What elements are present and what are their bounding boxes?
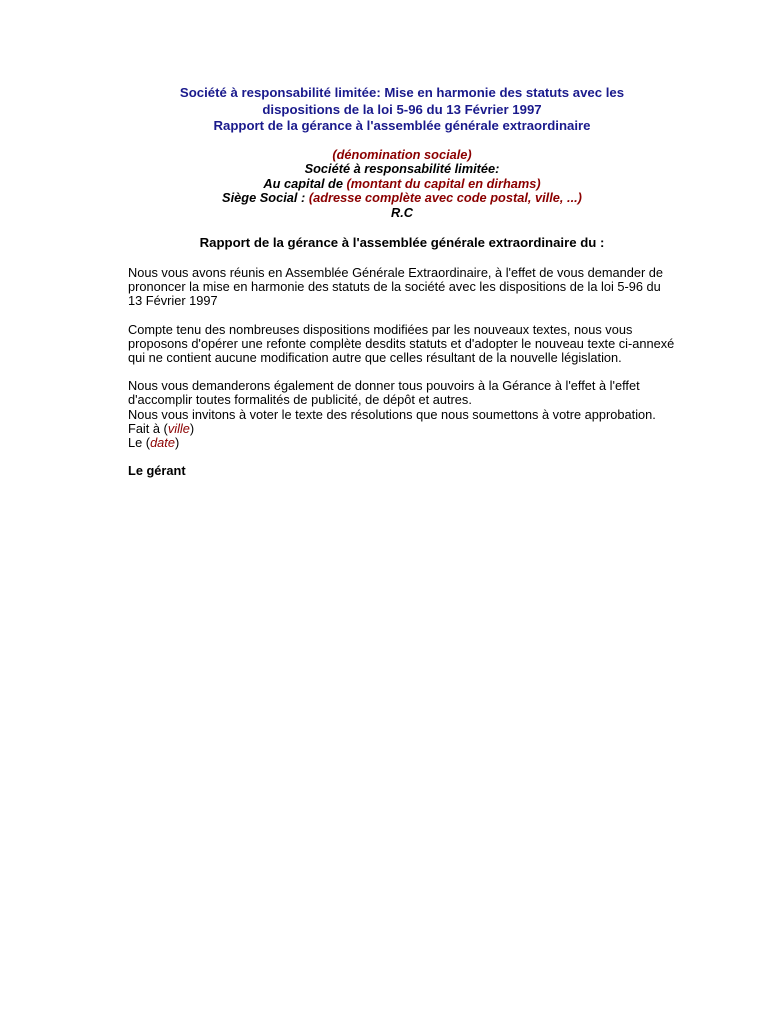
company-identification <box>128 148 676 221</box>
le-prefix: Le ( <box>128 435 151 451</box>
paragraph-1: Nous vous avons réunis en Assemblée Générale Extraordinaire, à l'effet de vous demander de prononcer la mise en harmonie des statuts de la société avec les dispositions de la loi 5-96 du 13 Février 1997 <box>128 265 664 309</box>
rc-line: R.C <box>390 204 414 220</box>
denomination-placeholder: (dénomination sociale) <box>332 146 472 162</box>
signature-gerant: Le gérant <box>128 463 186 479</box>
report-title: Rapport de la gérance à l'assemblée générale extraordinaire du : <box>199 235 605 250</box>
paragraph-3 <box>128 379 676 450</box>
heading-line-1: Société à responsabilité limitée: Mise en harmonie des statuts avec les <box>179 85 625 100</box>
le-date-line <box>128 436 676 450</box>
document-heading <box>128 85 676 135</box>
siege-placeholder: (adresse complète avec code postal, ville, ...) <box>308 190 582 205</box>
paragraph-2: Compte tenu des nombreuses dispositions modifiées par les nouveaux textes, nous vous proposons d'opérer une refonte complète desdits statuts et d'adopter le nouveau texte ci-annexé qui ne contient aucune modification autre que celles résultant de la nouvelle législation. <box>128 321 675 366</box>
company-form: Société à responsabilité limitée: <box>304 161 500 176</box>
paragraph-3-sentence-1: Nous vous demanderons également de donner tous pouvoirs à la Gérance à l'effet à l'effet d'accomplir toutes formalités de publicité, de dépôt et autres. <box>128 378 640 408</box>
fait-a-line <box>128 422 676 436</box>
ville-placeholder: ville <box>167 420 190 436</box>
capital-placeholder: (montant du capital en dirhams) <box>346 175 541 191</box>
date-placeholder: date <box>150 435 175 451</box>
paragraph-3-sentence-2: Nous vous invitons à voter le texte des résolutions que nous soumettons à votre approbation. <box>128 406 656 422</box>
heading-line-3: Rapport de la gérance à l'assemblée générale extraordinaire <box>213 118 591 133</box>
fait-a-prefix: Fait à ( <box>128 420 168 436</box>
report-body <box>128 266 676 450</box>
siege-line <box>128 191 676 206</box>
heading-line-2: dispositions de la loi 5-96 du 13 Février 1997 <box>262 101 542 117</box>
le-suffix: ) <box>174 435 180 451</box>
siege-label: Siège Social : <box>222 190 309 205</box>
document-page <box>128 85 676 478</box>
capital-label: Au capital de <box>263 175 347 191</box>
fait-a-suffix: ) <box>189 420 195 436</box>
capital-line <box>128 177 676 192</box>
